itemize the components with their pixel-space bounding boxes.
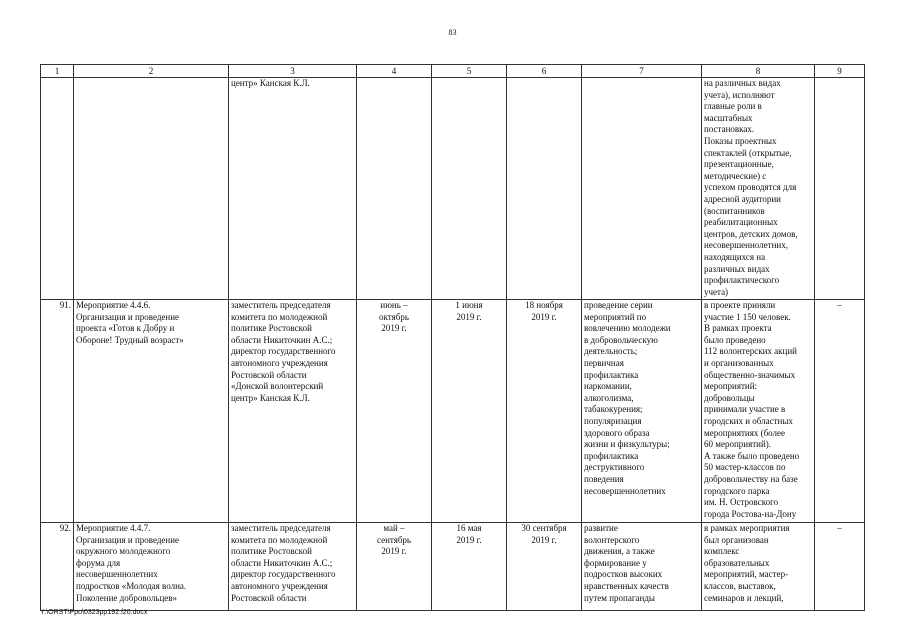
activity: проведение серии мероприятий по вовлечению молодежи в добровольческую деятельность; первичная профилактика наркомании, алкоголизма, табакокурения; популяризация здорового образа жизни и физкультуры; профилактика деструктивного поведения несовершеннолетних	[582, 300, 702, 523]
table-row	[41, 523, 865, 611]
end-date: 30 сентября 2019 г.	[507, 523, 582, 611]
period	[357, 78, 432, 300]
executor: заместитель председателя комитета по молодежной политике Ростовской области Никиточкин А.С.; директор государственного автономного учреждения Ростовской области «Донской волонтерский центр» Канская К.Л.	[229, 300, 357, 523]
event-name	[74, 78, 229, 300]
header-row	[41, 65, 865, 78]
executor: центр» Канская К.Л.	[229, 78, 357, 300]
end-date	[507, 78, 582, 300]
activity	[582, 78, 702, 300]
col-header-7: 7	[582, 65, 702, 78]
result: в рамках мероприятия был организован комплекс образовательных мероприятий, мастер- классов, выставок, семинаров и лекций,	[702, 523, 815, 611]
col-header-3: 3	[229, 65, 357, 78]
row-number	[41, 78, 74, 300]
table-row	[41, 300, 865, 523]
col-header-8: 8	[702, 65, 815, 78]
start-date: 1 июня 2019 г.	[432, 300, 507, 523]
col-header-6: 6	[507, 65, 582, 78]
executor: заместитель председателя комитета по молодежной политике Ростовской области Никиточкин А.С.; директор государственного автономного учреждения Ростовской области	[229, 523, 357, 611]
result: в проекте приняли участие 1 150 человек. В рамках проекта было проведено 112 волонтерских акций и организованных общественно-значимых мероприятий: добровольцы принимали участие в городских и областных мероприятиях (более 60 мероприятий). А также было проведено 50 мастер-классов по добровольчеству на базе городского парка им. Н. Островского города Ростова-на-Дону	[702, 300, 815, 523]
end-date: 18 ноября 2019 г.	[507, 300, 582, 523]
events-table	[40, 64, 865, 611]
col-header-2: 2	[74, 65, 229, 78]
page-number: 83	[448, 28, 457, 37]
period: май – сентябрь 2019 г.	[357, 523, 432, 611]
result: на различных видах учета), исполняют главные роли в масштабных постановках. Показы проектных спектаклей (открытые, презентационные, методические) с успехом проводятся для адресной аудитории (воспитанников реабилитационных центров, детских домов, несовершеннолетних, находящихся на различных видах профилактического учета)	[702, 78, 815, 300]
activity: развитие волонтерского движения, а также формирование у подростков высоких нравственных качеств путем пропаганды	[582, 523, 702, 611]
col-header-4: 4	[357, 65, 432, 78]
note: –	[815, 523, 865, 611]
row-number: 91.	[41, 300, 74, 523]
col-header-9: 9	[815, 65, 865, 78]
col-header-5: 5	[432, 65, 507, 78]
period: июнь – октябрь 2019 г.	[357, 300, 432, 523]
file-path-footer: Y:\ORST\Ppo\0323pp192.f20.docx	[40, 609, 148, 616]
start-date: 16 мая 2019 г.	[432, 523, 507, 611]
event-name: Мероприятие 4.4.6. Организация и проведение проекта «Готов к Добру и Обороне! Трудный возраст»	[74, 300, 229, 523]
note	[815, 78, 865, 300]
col-header-1: 1	[41, 65, 74, 78]
start-date	[432, 78, 507, 300]
row-number: 92.	[41, 523, 74, 611]
event-name: Мероприятие 4.4.7. Организация и проведение окружного молодежного форума для несовершеннолетних подростков «Молодая волна. Поколение добровольцев»	[74, 523, 229, 611]
table-row	[41, 78, 865, 300]
note: –	[815, 300, 865, 523]
